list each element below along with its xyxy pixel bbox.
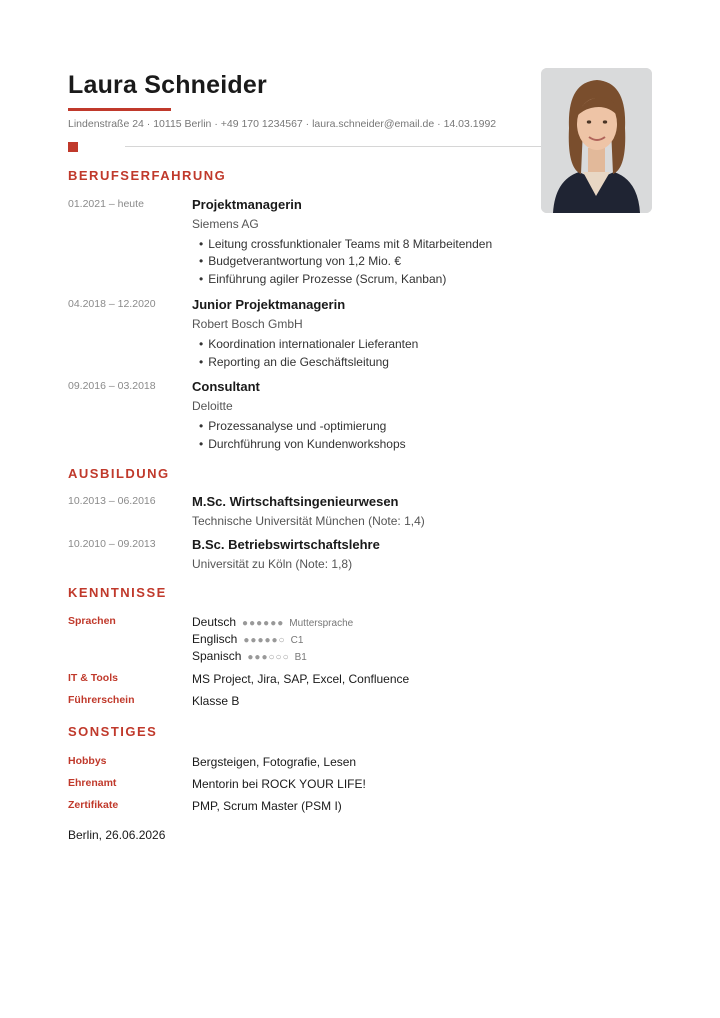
experience-bullet: • Reporting an die Geschäftsleitung — [199, 355, 389, 369]
language-row — [192, 615, 353, 629]
language-level: B1 — [294, 652, 307, 663]
experience-bullet: • Koordination internationaler Lieferanten — [199, 337, 418, 351]
other-label-hobbies: Hobbys — [68, 755, 107, 767]
section-title-other: SONSTIGES — [68, 724, 158, 739]
language-level: Muttersprache — [289, 618, 354, 629]
profile-photo — [541, 68, 652, 213]
education-date: 10.2013 – 06.2016 — [68, 495, 156, 507]
language-rating-dots: ●●●●●○ — [243, 635, 286, 646]
experience-date: 01.2021 – heute — [68, 198, 144, 210]
experience-role: Consultant — [192, 379, 260, 394]
language-row — [192, 649, 307, 663]
other-value-certificates: PMP, Scrum Master (PSM I) — [192, 799, 342, 813]
language-level: C1 — [290, 635, 304, 646]
education-school: Universität zu Köln (Note: 1,8) — [192, 557, 353, 571]
language-rating-dots: ●●●○○○ — [247, 652, 290, 663]
language-rating-dots: ●●●●●● — [242, 618, 285, 629]
language-name: Deutsch — [192, 615, 237, 629]
other-value-volunteer: Mentorin bei ROCK YOUR LIFE! — [192, 777, 366, 791]
experience-date: 09.2016 – 03.2018 — [68, 380, 156, 392]
contact-line: Lindenstraße 24 · 10115 Berlin · +49 170 1234567 · laura.schneider@email.de · 14.03.1992 — [68, 118, 497, 130]
other-value-hobbies: Bergsteigen, Fotografie, Lesen — [192, 755, 357, 769]
skills-value-it: MS Project, Jira, SAP, Excel, Confluence — [192, 672, 410, 686]
other-label-volunteer: Ehrenamt — [68, 777, 117, 789]
applicant-name: Laura Schneider — [68, 71, 267, 99]
accent-marker — [68, 142, 78, 152]
experience-role: Projektmanagerin — [192, 197, 302, 212]
experience-company: Deloitte — [192, 399, 233, 413]
education-date: 10.2010 – 09.2013 — [68, 538, 156, 550]
language-name: Spanisch — [192, 649, 242, 663]
skills-label-it: IT & Tools — [68, 672, 118, 684]
section-title-experience: BERUFSERFAHRUNG — [68, 168, 227, 183]
skills-label-languages: Sprachen — [68, 615, 116, 627]
language-name: Englisch — [192, 632, 238, 646]
education-degree: B.Sc. Betriebswirtschaftslehre — [192, 537, 380, 552]
experience-company: Robert Bosch GmbH — [192, 317, 303, 331]
language-row — [192, 632, 303, 646]
experience-date: 04.2018 – 12.2020 — [68, 298, 156, 310]
skills-label-license: Führerschein — [68, 694, 135, 706]
other-label-certificates: Zertifikate — [68, 799, 119, 811]
section-title-education: AUSBILDUNG — [68, 466, 170, 481]
education-school: Technische Universität München (Note: 1,4) — [192, 514, 425, 528]
experience-bullet: • Budgetverantwortung von 1,2 Mio. € — [199, 254, 401, 268]
experience-bullet: • Einführung agiler Prozesse (Scrum, Kanban) — [199, 272, 446, 286]
place-date: Berlin, 26.06.2026 — [68, 828, 166, 842]
skills-value-license: Klasse B — [192, 694, 240, 708]
education-degree: M.Sc. Wirtschaftsingenieurwesen — [192, 494, 399, 509]
experience-bullet: • Durchführung von Kundenworkshops — [199, 437, 406, 451]
experience-bullet: • Prozessanalyse und -optimierung — [199, 419, 386, 433]
section-title-skills: KENNTNISSE — [68, 585, 167, 600]
header-divider — [125, 146, 543, 147]
experience-bullet: • Leitung crossfunktionaler Teams mit 8 Mitarbeitenden — [199, 237, 492, 251]
experience-company: Siemens AG — [192, 217, 259, 231]
name-underline — [68, 108, 171, 111]
experience-role: Junior Projektmanagerin — [192, 297, 346, 312]
